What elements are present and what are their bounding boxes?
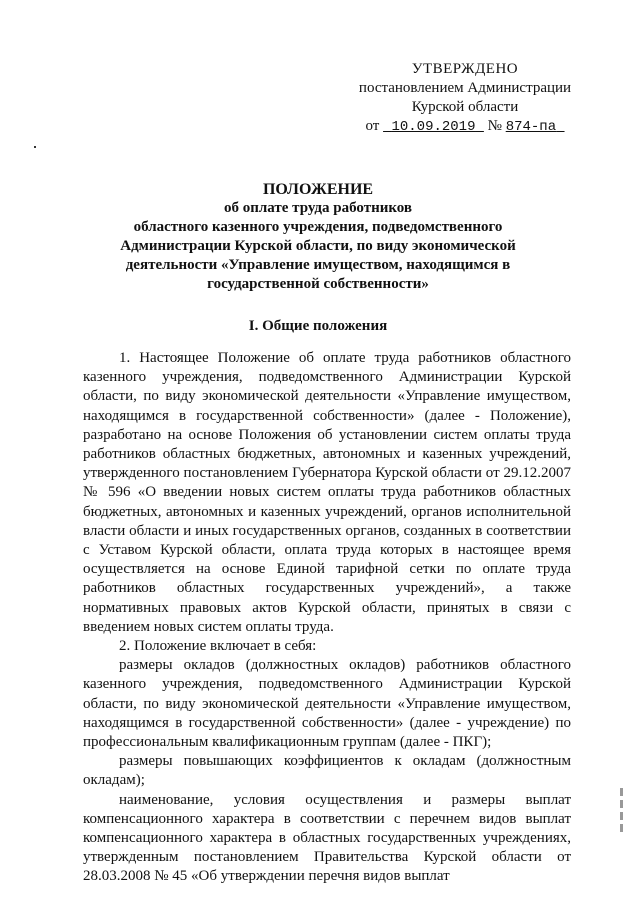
date-prefix: от (365, 118, 380, 134)
approval-number: 874-па (505, 119, 557, 135)
approval-stamp-block (345, 60, 585, 137)
title-line-1: ПОЛОЖЕНИЕ (262, 181, 374, 198)
approval-line-1: постановлением Администрации (358, 80, 572, 96)
title-line-2: об оплате труда работников (223, 200, 413, 216)
title-line-6: государственной собственности» (207, 276, 429, 292)
title-line-3: областного казенного учреждения, подведомственного (133, 219, 503, 235)
scan-speck (34, 146, 36, 148)
approval-line-2: Курской области (411, 99, 519, 115)
approval-date: 10.09.2019 (391, 119, 476, 135)
paragraph-3: размеры окладов (должностных окладов) работников областного казенного учреждения, подведомственного Администрации Курской области, по виду экономической деятельности «Управление имуществом, находящимся в государственной собственности» (далее - учреждение) по профессиональным квалификационным группам (далее - ПКГ); (83, 657, 571, 751)
section-heading: I. Общие положения (248, 318, 388, 334)
title-line-5: деятельности «Управление имуществом, находящимся в (125, 257, 511, 273)
number-prefix: № (487, 118, 502, 134)
paragraph-1: 1. Настоящее Положение об оплате труда работников областного казенного учреждения, подведомственного Администрации Курской области, по виду экономической деятельности «Управление имуществом, находящимся в государственной собственности» (далее - Положение), разработано на основе Положения об установлении систем оплаты труда работников областных бюджетных, автономных и казенных учреждений, утвержденного постановлением Губернатора Курской области от 29.12.2007 № 596 «О введении новых систем оплаты труда работников областных бюджетных, автономных и казенных учреждений, органов исполнительной власти области и иных государственных органов, созданных в соответствии с Уставом Курской области, оплата труда которых в настоящее время осуществляется на основе Единой тарифной сетки по оплате труда работников областных государственных учреждений», а также нормативных правовых актов Курской области, принятых в связи с введением новых систем оплаты труда. (83, 350, 571, 635)
document-body (83, 349, 571, 887)
approval-date-line (345, 117, 585, 137)
paragraph-2: 2. Положение включает в себя: (119, 638, 317, 655)
approval-heading: УТВЕРЖДЕНО (411, 61, 519, 77)
paragraph-4: размеры повышающих коэффициентов к окладам (должностным окладам); (83, 753, 571, 789)
paragraph-5: наименование, условия осуществления и размеры выплат компенсационного характера в соответствии с перечнем видов выплат компенсационного характера в областных государственных учреждениях, утвержденным постановлением Правительства Курской области от 28.03.2008 № 45 «Об утверждении перечня видов выплат (83, 791, 571, 885)
title-line-4: Администрации Курской области, по виду экономической (120, 238, 516, 254)
document-title (98, 180, 538, 294)
scan-edge-mark (620, 788, 626, 848)
